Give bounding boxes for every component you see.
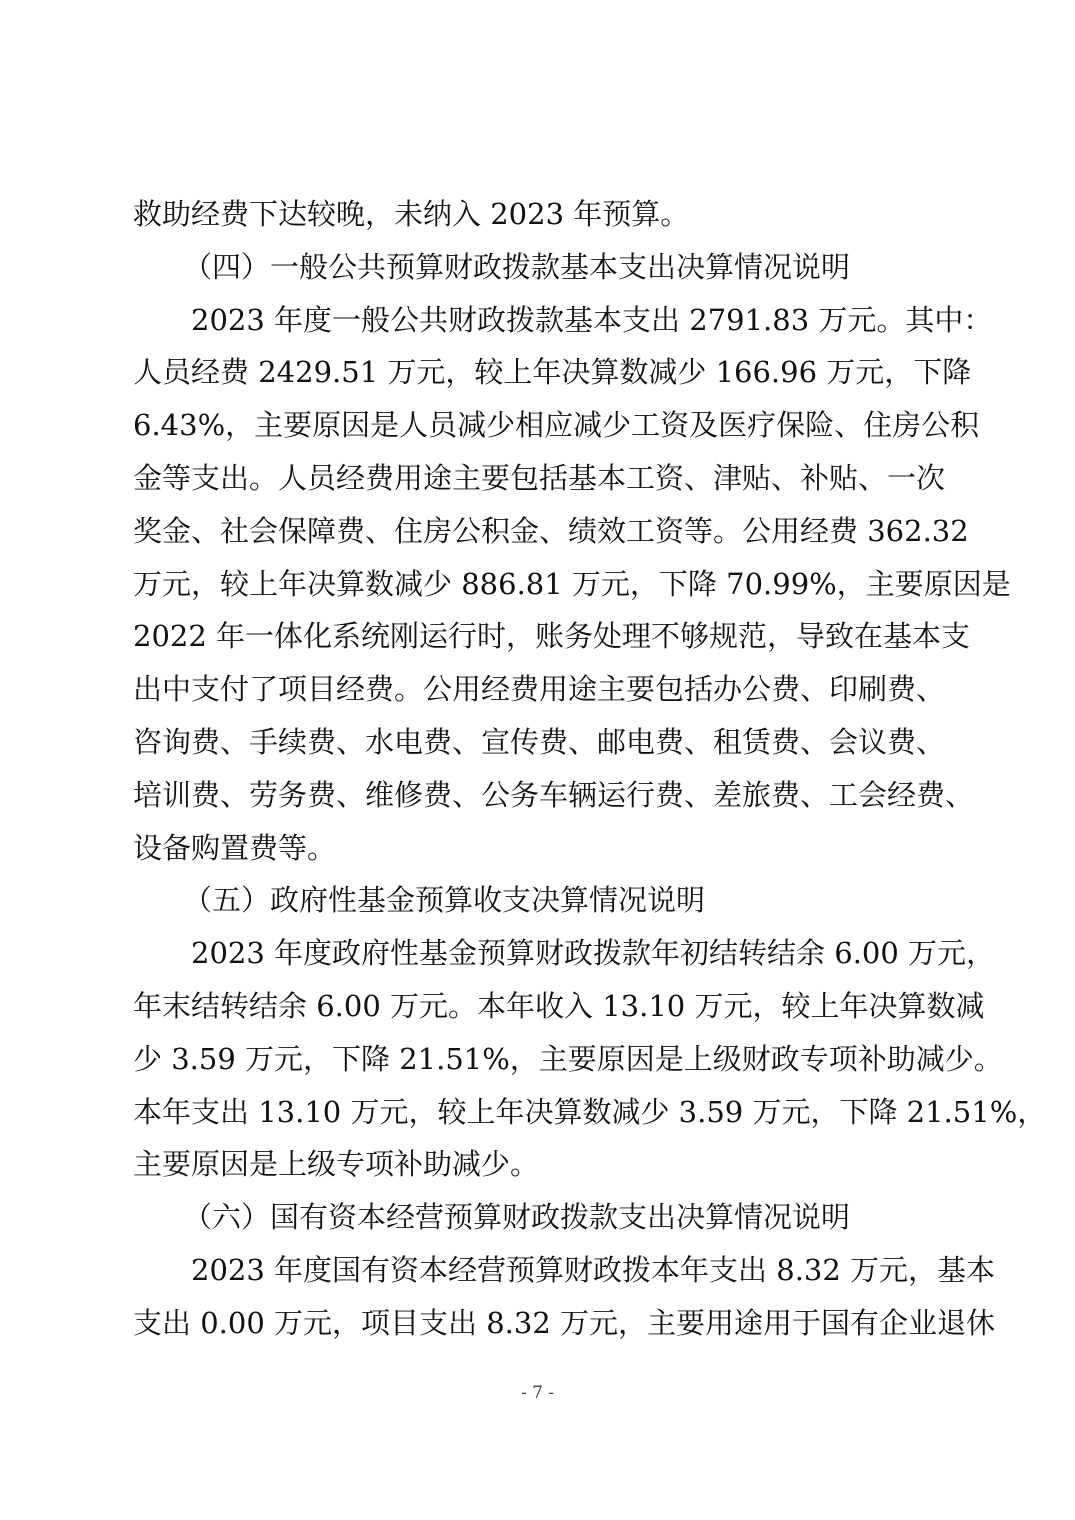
paragraph-line: 万元，较上年决算数减少 886.81 万元，下降 70.99%，主要原因是 <box>133 566 1011 601</box>
page-number: - 7 - <box>520 1383 555 1403</box>
paragraph-line: 出中支付了项目经费。公用经费用途主要包括办公费、印刷费、 <box>133 672 946 707</box>
paragraph-line: 2023 年度一般公共财政拨款基本支出 2791.83 万元。其中： <box>191 302 993 337</box>
paragraph-line: 咨询费、手续费、水电费、宣传费、邮电费、租赁费、会议费、 <box>133 724 946 759</box>
paragraph-line: 奖金、社会保障费、住房公积金、绩效工资等。公用经费 362.32 <box>133 513 969 548</box>
paragraph-line: 本年支出 13.10 万元，较上年决算数减少 3.59 万元，下降 21.51%， <box>133 1094 1047 1129</box>
paragraph-line: 年末结转结余 6.00 万元。本年收入 13.10 万元，较上年决算数减 <box>133 988 985 1023</box>
document-body <box>133 188 1047 1350</box>
paragraph-line: 少 3.59 万元，下降 21.51%，主要原因是上级财政专项补助减少。 <box>133 1041 1003 1076</box>
paragraph-line: 救助经费下达较晚，未纳入 2023 年预算。 <box>133 197 690 231</box>
paragraph-line: 2023 年度政府性基金预算财政拨款年初结转结余 6.00 万元， <box>191 936 996 971</box>
paragraph-line: 6.43%，主要原因是人员减少相应减少工资及医疗保险、住房公积 <box>133 408 980 443</box>
paragraph-line: 支出 0.00 万元，项目支出 8.32 万元，主要用途用于国有企业退休 <box>133 1305 996 1340</box>
paragraph-line: 人员经费 2429.51 万元，较上年决算数减少 166.96 万元，下降 <box>133 355 972 390</box>
paragraph-line: 主要原因是上级专项补助减少。 <box>133 1147 540 1182</box>
section-heading-5: （五）政府性基金预算收支决算情况说明 <box>183 883 706 918</box>
paragraph-line: 2023 年度国有资本经营预算财政拨本年支出 8.32 万元，基本 <box>191 1252 996 1287</box>
section-heading-6: （六）国有资本经营预算财政拨款支出决算情况说明 <box>183 1200 851 1235</box>
paragraph-line: 2022 年一体化系统刚运行时，账务处理不够规范，导致在基本支 <box>133 619 971 654</box>
section-heading-4: （四）一般公共预算财政拨款基本支出决算情况说明 <box>183 249 851 284</box>
paragraph-line: 金等支出。人员经费用途主要包括基本工资、津贴、补贴、一次 <box>133 460 946 495</box>
paragraph-line: 培训费、劳务费、维修费、公务车辆运行费、差旅费、工会经费、 <box>133 777 975 812</box>
paragraph-line: 设备购置费等。 <box>133 830 337 865</box>
